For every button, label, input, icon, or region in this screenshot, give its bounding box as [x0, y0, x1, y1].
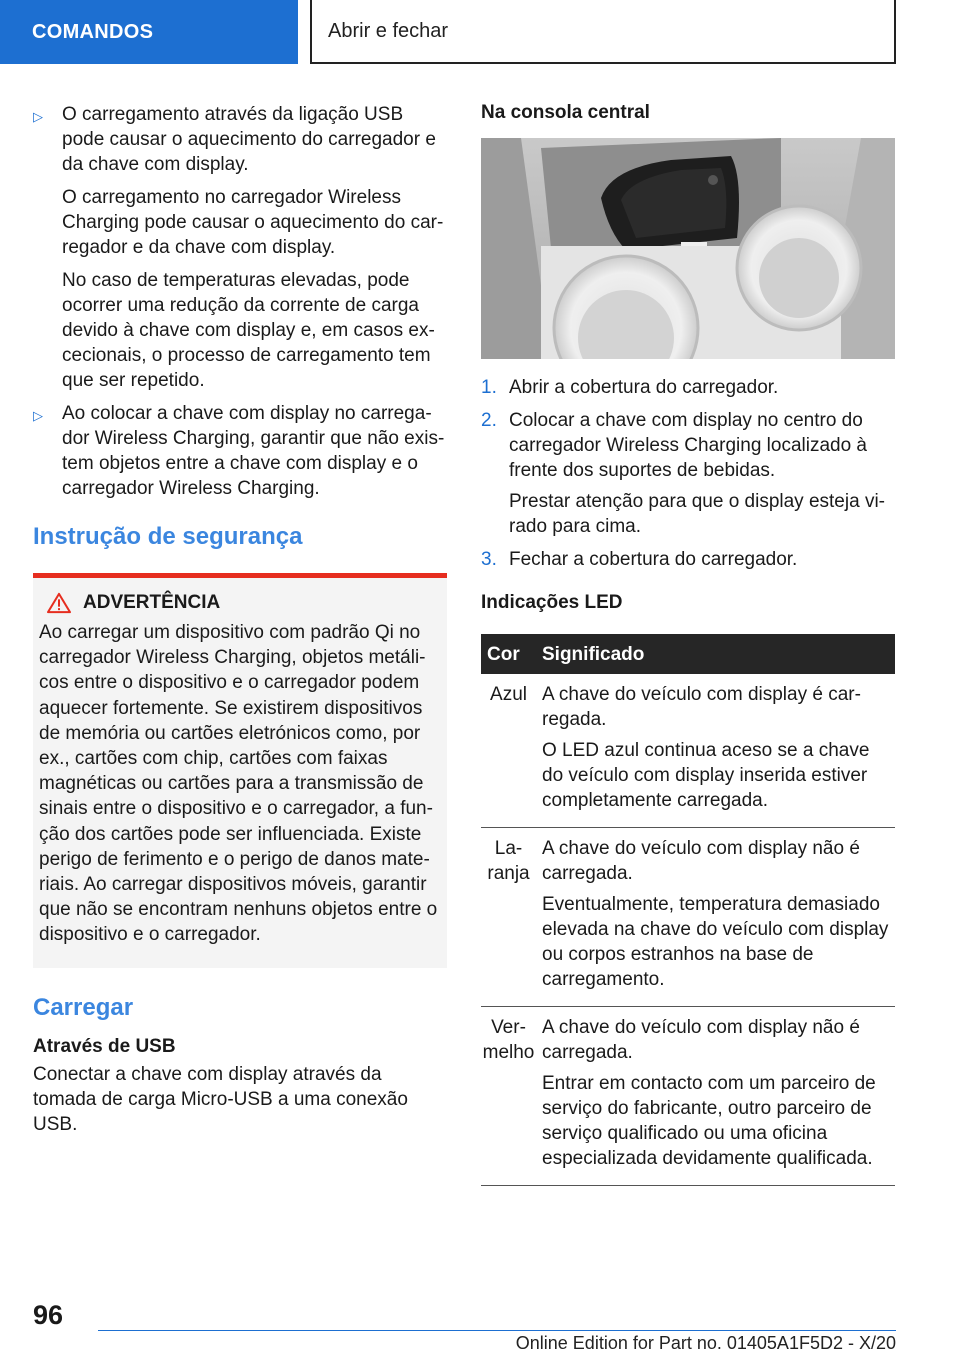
usb-heading: Através de USB: [33, 1035, 176, 1057]
table-cell-meaning: [536, 1007, 895, 1186]
warning-text: Ao carregar um dispositivo com padrão Qi no carregador Wireless Charging, objetos metálicos entre o dispositivo e o carregador podem aquecer fortemente. Se existirem dispositivos de memória ou cartões eletrónicos como, por ex., cartões com chip, cartões com faixas magnéticas ou cartões para a transmissão de sinais entre o dispositivo e o carregador, a função dos cartões pode ser influenciada. Existe perigo de ferimento e o perigo de danos materiais. Ao carregar dispositivos móveis, garantir que não se encontram nenhuns objetos entre o dispositivo e o carregador.: [39, 622, 438, 946]
warning-title: ADVERTÊNCIA: [83, 592, 221, 613]
meaning-paragraph: Eventualmente, temperatura demasiado elevada na chave do veículo com display ou corpos estranhos na base de carregamento.: [542, 894, 889, 990]
step-paragraph: Fechar a cobertura do carregador.: [509, 549, 798, 570]
page-number: 96: [33, 1300, 64, 1330]
bullet-paragraph: O carregamento no carregador Wireless Charging pode causar o aquecimento do carregador e da chave com display.: [62, 187, 444, 258]
bullet-paragraph: Ao colocar a chave com display no carregador Wireless Charging, garantir que não existem objetos entre a chave com display e o carregador Wireless Charging.: [62, 403, 445, 499]
warning-box: [33, 573, 447, 968]
bullet-paragraph: O carregamento através da ligação USB pode causar o aquecimento do carregador e da chave com display.: [62, 104, 436, 175]
bullet-item: [33, 102, 447, 393]
steps-list: [481, 375, 895, 572]
table-header-color: Cor: [481, 634, 536, 674]
table-header-row: [481, 634, 895, 674]
table-row: [481, 1007, 895, 1186]
led-heading: Indicações LED: [481, 592, 623, 613]
step-paragraph: Prestar atenção para que o display esteja virado para cima.: [509, 491, 885, 537]
step-paragraph: Colocar a chave com display no centro do carregador Wireless Charging localizado à frente dos suportes de bebidas.: [509, 410, 868, 481]
right-column: [481, 102, 895, 1186]
table-row: [481, 674, 895, 828]
led-table: [481, 634, 895, 1186]
warning-triangle-icon: [45, 592, 73, 614]
step-number: 3.: [481, 549, 497, 570]
bullet-paragraph: No caso de temperaturas elevadas, pode ocorrer uma redução da corrente de carga devido à chave com display e, em casos excecionais, o processo de carregamento tem que ser repetido.: [62, 270, 435, 391]
table-row: [481, 828, 895, 1007]
table-cell-color: Azul: [481, 674, 536, 828]
step-item: [481, 547, 895, 572]
center-console-photo: [481, 138, 895, 359]
table-cell-meaning: [536, 828, 895, 1007]
triangle-bullet-icon: ▷: [33, 109, 43, 124]
safety-heading: Instrução de segurança: [33, 523, 303, 550]
step-number: 2.: [481, 410, 497, 431]
table-cell-color: Vermelho: [481, 1007, 536, 1186]
usb-text: Conectar a chave com display através da tomada de carga Micro-USB a uma conexão USB.: [33, 1063, 408, 1135]
table-header-meaning: Significado: [536, 634, 895, 674]
meaning-paragraph: A chave do veículo com display não é carregada.: [542, 1017, 860, 1063]
bullet-item: [33, 401, 447, 501]
triangle-bullet-icon: ▷: [33, 408, 43, 423]
step-item: [481, 408, 895, 539]
topic-tab: Abrir e fechar: [310, 0, 896, 64]
left-column: [33, 102, 447, 1137]
section-tab: COMANDOS: [0, 0, 298, 64]
step-item: [481, 375, 895, 400]
footer-divider: [98, 1330, 896, 1331]
edition-footer: Online Edition for Part no. 01405A1F5D2 - X/20: [515, 1333, 896, 1353]
meaning-paragraph: O LED azul continua aceso se a chave do veículo com display inserida estiver completamente carregada.: [542, 740, 870, 811]
table-cell-color: Laranja: [481, 828, 536, 1007]
step-number: 1.: [481, 377, 497, 398]
warning-title-row: [39, 592, 439, 614]
charge-heading: Carregar: [33, 993, 134, 1021]
meaning-paragraph: A chave do veículo com display não é carregada.: [542, 838, 860, 884]
console-heading: Na consola central: [481, 102, 650, 123]
meaning-paragraph: Entrar em contacto com um parceiro de serviço do fabricante, outro parceiro de serviço qualificado ou uma oficina especializada devidamente qualificada.: [542, 1073, 876, 1169]
table-cell-meaning: [536, 674, 895, 828]
meaning-paragraph: A chave do veículo com display é carregada.: [542, 684, 861, 730]
step-paragraph: Abrir a cobertura do carregador.: [509, 377, 779, 398]
